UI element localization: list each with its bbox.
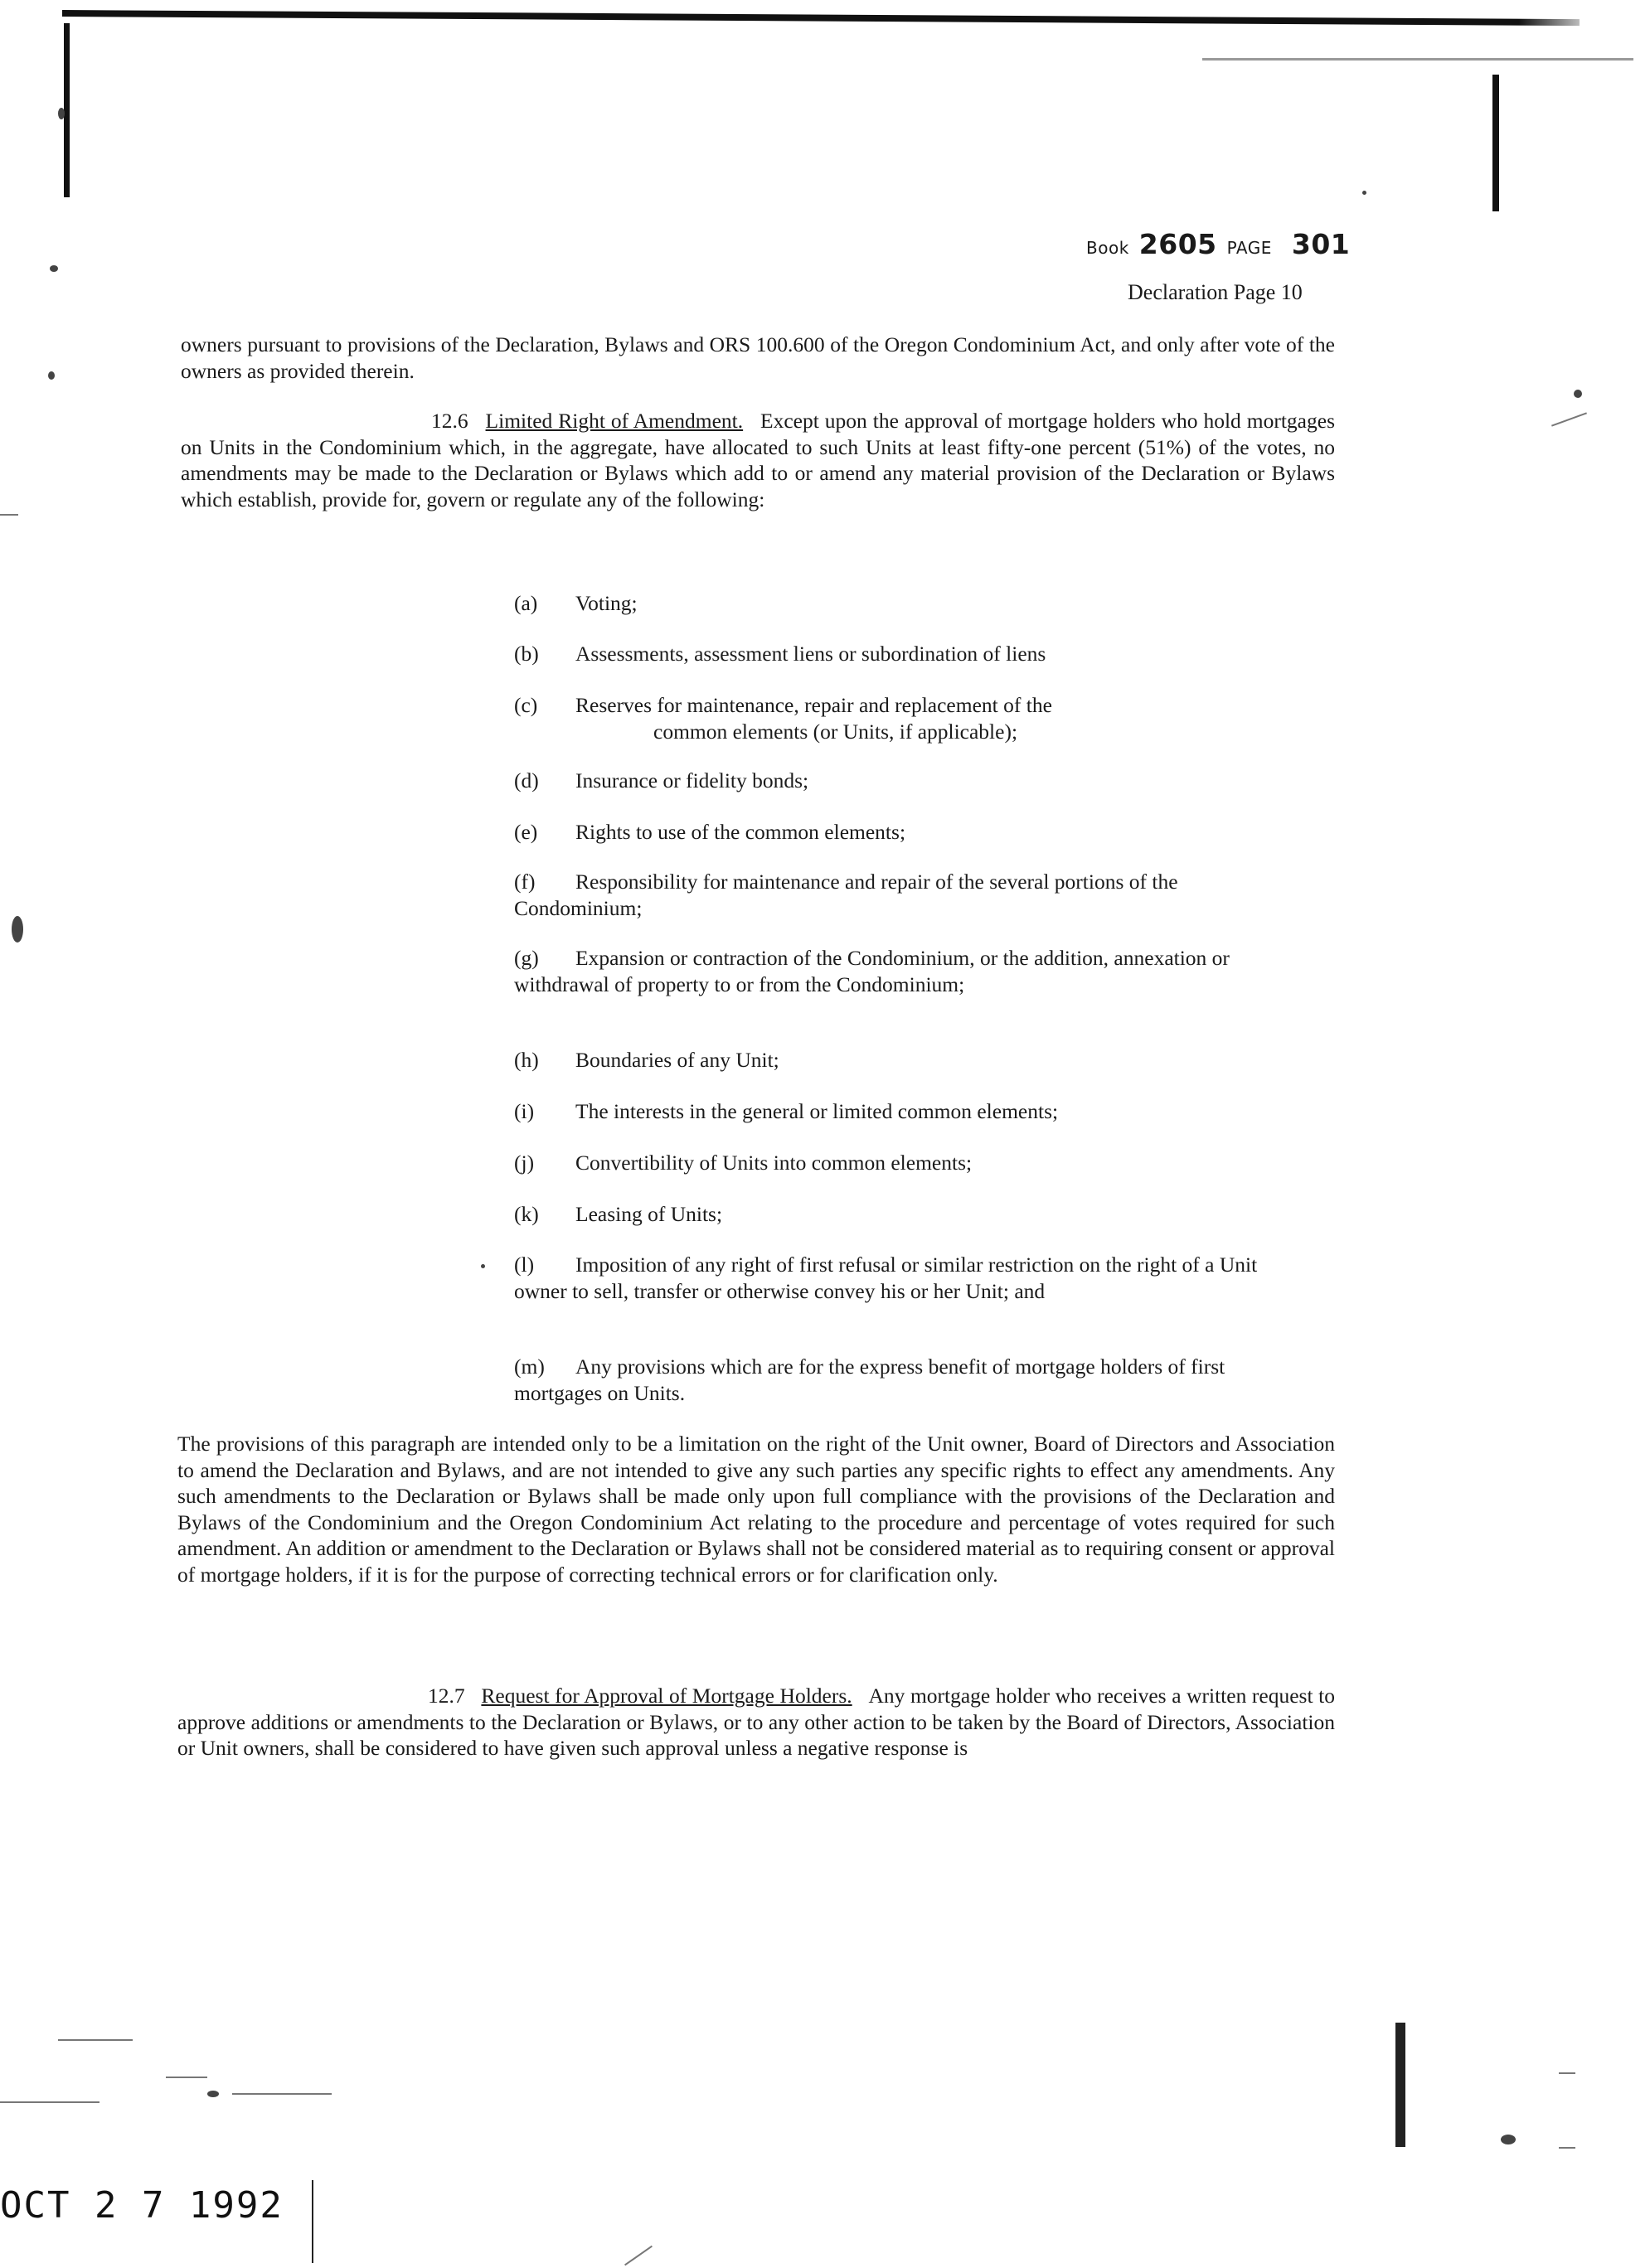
scan-speck <box>12 916 23 943</box>
section-heading: Request for Approval of Mortgage Holders. <box>481 1684 852 1708</box>
scan-dash <box>58 2039 133 2041</box>
section-12-6 <box>181 408 1335 512</box>
section-text: Except upon the approval of mortgage holders who hold mortgages on Units in the Condominium which, in the aggregate, have allocated to such Units at least fifty-one percent (51%) of the votes, no amendments may be made to the Declaration or Bylaws which add to or amend any material provision of the Declaration or Bylaws which establish, provide for, govern or regulate any of the following: <box>181 409 1335 511</box>
list-item: (b) Assessments, assessment liens or subordination of liens <box>514 642 1046 666</box>
scan-border-right <box>1492 75 1499 211</box>
scan-speck <box>1501 2135 1516 2144</box>
recording-date-stamp: OCT 2 7 1992 <box>0 2184 284 2227</box>
scan-speck <box>50 265 58 272</box>
scan-border-top-faint <box>1202 58 1633 61</box>
list-item: (a) Voting; <box>514 591 638 615</box>
scan-border-left <box>64 23 70 197</box>
page-word: PAGE <box>1226 238 1272 258</box>
list-item: (c) Reserves for maintenance, repair and replacement of the common elements (or Units, if applicable); <box>514 693 1052 744</box>
section-12-7 <box>177 1683 1335 1762</box>
scan-speck <box>58 108 65 119</box>
section-number: 12.7 <box>428 1684 465 1708</box>
section-heading: Limited Right of Amendment. <box>485 409 744 433</box>
continuation-paragraph: owners pursuant to provisions of the Declaration, Bylaws and ORS 100.600 of the Oregon Condominium Act, and only after vote of the owners as provided therein. <box>181 332 1335 383</box>
scan-speck <box>48 371 55 380</box>
list-item: (e) Rights to use of the common elements; <box>514 820 906 844</box>
scan-border-top <box>62 10 1580 26</box>
scan-dash <box>0 2101 99 2103</box>
scan-speck <box>1574 390 1582 398</box>
limitation-paragraph: The provisions of this paragraph are intended only to be a limitation on the right of the Unit owner, Board of Directors and Association to amend the Declaration and Bylaws, and are not intended to give any such parties any specific rights to effect any amendments. Any such amendments to the Declaration or Bylaws shall be made only upon full compliance with the provisions of the Declaration and Bylaws of the Condominium and the Oregon Condominium Act relating to the procedure and percentage of votes required for such amendment. An addition or amendment to the Declaration or Bylaws shall not be considered material as to requiring consent or approval of mortgage holders, if it is for the purpose of correcting technical errors or for clarification only. <box>177 1432 1335 1587</box>
book-page-reference <box>1086 228 1350 260</box>
list-item: (m) Any provisions which are for the express benefit of mortgage holders of first mortgages on Units. <box>514 1354 1225 1405</box>
scan-dash <box>232 2093 332 2095</box>
scan-dash <box>1559 2072 1575 2074</box>
book-word: Book <box>1086 238 1129 258</box>
list-item: (f) Responsibility for maintenance and repair of the several portions of the Condominium; <box>514 870 1178 920</box>
list-item: (k) Leasing of Units; <box>514 1202 723 1226</box>
page-number: 301 <box>1291 228 1351 260</box>
list-item: (l) Imposition of any right of first refusal or similar restriction on the right of a Unit owner to sell, transfer or otherwise convey his or her Unit; and <box>514 1253 1258 1303</box>
scan-dash <box>166 2077 207 2078</box>
scan-dash <box>624 2246 653 2266</box>
list-item: (j) Convertibility of Units into common elements; <box>514 1151 973 1175</box>
scan-dash <box>0 514 18 516</box>
list-item: (h) Boundaries of any Unit; <box>514 1048 779 1072</box>
page-label: Declaration Page 10 <box>1128 280 1303 304</box>
book-number: 2605 <box>1138 228 1217 260</box>
scan-dash <box>1559 2147 1575 2149</box>
section-text: Any mortgage holder who receives a written request to approve additions or amendments to the Declaration or Bylaws, or to any other action to be taken by the Board of Directors, Association or Unit owners, shall be considered to have given such approval unless a negative response is <box>177 1684 1335 1760</box>
scan-speck <box>481 1264 485 1268</box>
list-item: (i) The interests in the general or limited common elements; <box>514 1099 1059 1123</box>
list-item: (d) Insurance or fidelity bonds; <box>514 768 809 792</box>
list-item: (g) Expansion or contraction of the Condominium, or the addition, annexation or withdrawal of property to or from the Condominium; <box>514 946 1230 996</box>
scan-speck <box>1362 191 1366 195</box>
scan-mark-bottom-right <box>1395 2023 1405 2147</box>
section-number: 12.6 <box>431 409 468 433</box>
stamp-divider <box>312 2180 313 2263</box>
scan-speck <box>207 2091 219 2097</box>
scan-dash <box>1551 412 1587 426</box>
